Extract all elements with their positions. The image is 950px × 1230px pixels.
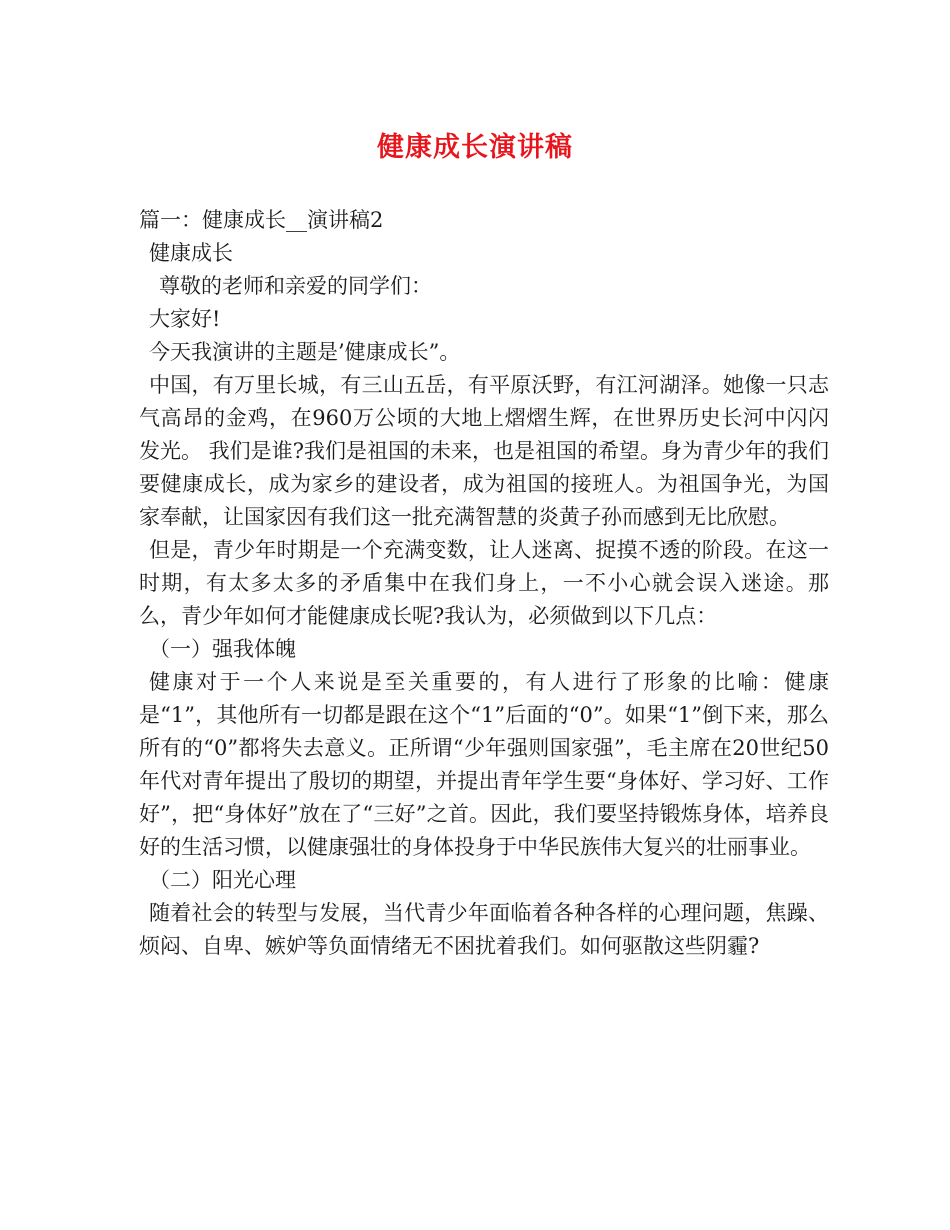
- speech-title: 健康成长: [149, 241, 233, 265]
- section-heading-1: （一）强我体魄: [149, 637, 296, 661]
- document-body: [139, 204, 829, 963]
- salutation: 尊敬的老师和亲爱的同学们：: [159, 274, 432, 298]
- paragraph-psychology: 随着社会的转型与发展，当代青少年面临着各种各样的心理问题，焦躁、烦闷、自卑、嫉妒等负面情绪无不困扰着我们。如何驱散这些阴霾?: [139, 901, 829, 958]
- paragraph-youth-stage: 但是，青少年时期是一个充满变数，让人迷离、捉摸不透的阶段。在这一时期，有太多太多的矛盾集中在我们身上，一不小心就会误入迷途。那么，青少年如何才能健康成长呢?我认为，必须做到以下几点：: [139, 538, 829, 628]
- paragraph-health: 健康对于一个人来说是至关重要的，有人进行了形象的比喻：健康是“1”，其他所有一切都是跟在这个“1”后面的“0”。如果“1”倒下来，那么所有的“0”都将失去意义。正所谓“少年强则国家强”，毛主席在20世纪50年代对青年提出了殷切的期望，并提出青年学生要“身体好、学习好、工作好”，把“身体好”放在了“三好”之首。因此，我们要坚持锻炼身体，培养良好的生活习惯，以健康强壮的身体投身于中华民族伟大复兴的壮丽事业。: [139, 670, 829, 859]
- paragraph-china: 中国，有万里长城，有三山五岳，有平原沃野，有江河湖泽。她像一只志气高昂的金鸡，在960万公顷的大地上熠熠生辉，在世界历史长河中闪闪发光。 我们是谁?我们是祖国的未来，也是祖国的希望。身为青少年的我们要健康成长，成为家乡的建设者，成为祖国的接班人。为祖国争光，为国家奉献，让国家因有我们这一批充满智慧的炎黄子孙而感到无比欣慰。: [139, 373, 829, 529]
- document-title: 健康成长演讲稿: [377, 132, 573, 163]
- greeting: 大家好!: [149, 307, 221, 331]
- article-heading: 篇一：健康成长__演讲稿2: [139, 208, 384, 232]
- topic-statement: 今天我演讲的主题是’健康成长”。: [149, 340, 461, 364]
- section-heading-2: （二）阳光心理: [149, 868, 296, 892]
